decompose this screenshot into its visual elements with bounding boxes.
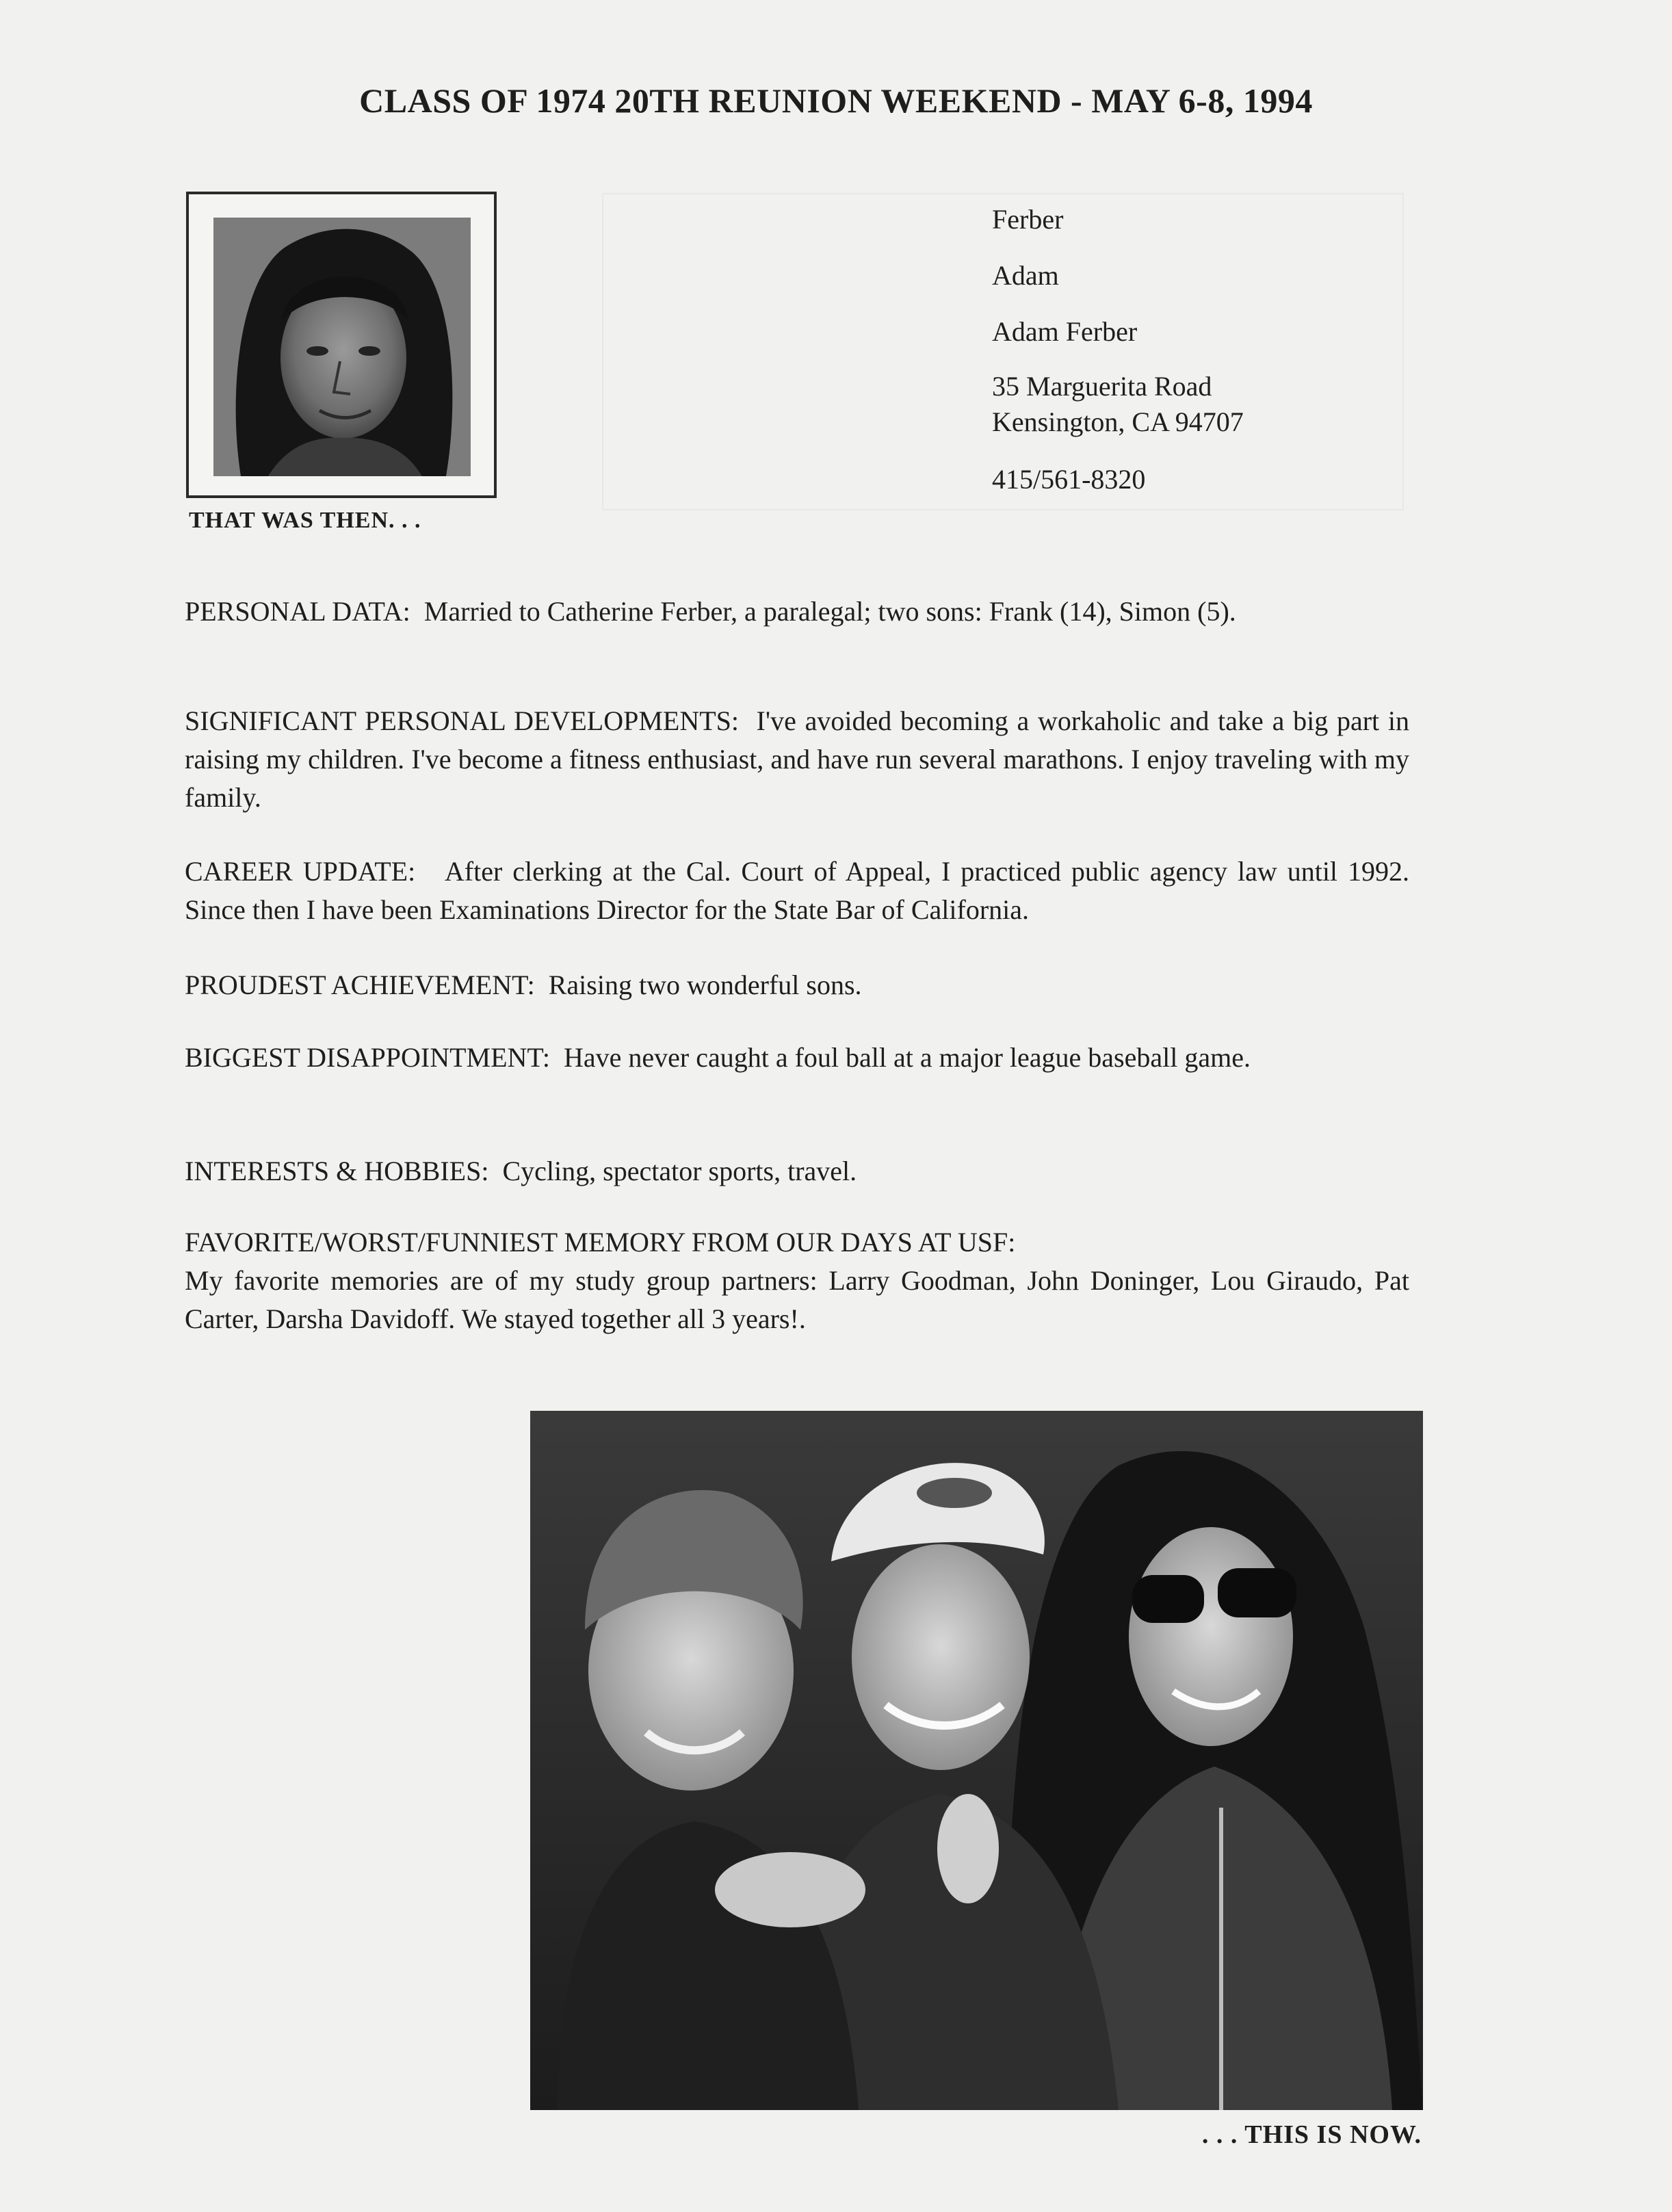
memory-label: FAVORITE/WORST/FUNNIEST MEMORY FROM OUR DAYS AT USF: xyxy=(185,1227,1016,1258)
achievement-label: PROUDEST ACHIEVEMENT: xyxy=(185,970,535,1000)
telephone-value: 415/561-8320 xyxy=(992,464,1146,495)
section-career-update xyxy=(185,853,1409,929)
personal-data-label: PERSONAL DATA: xyxy=(185,596,410,627)
section-personal-data xyxy=(185,593,1409,631)
career-text: After clerking at the Cal. Court of Appeal, I practiced public agency law until 1992. Since then I have been Examinations Director for the State Bar of California. xyxy=(185,856,1410,925)
then-caption: THAT WAS THEN. . . xyxy=(189,508,421,533)
achievement-text: Raising two wonderful sons. xyxy=(548,970,862,1000)
section-interests-hobbies xyxy=(185,1152,1409,1190)
interests-label: INTERESTS & HOBBIES: xyxy=(185,1156,489,1186)
page-title: CLASS OF 1974 20TH REUNION WEEKEND - MAY 6-8, 1994 xyxy=(359,81,1313,120)
address-line-1: 35 Marguerita Road xyxy=(992,371,1212,402)
section-personal-developments xyxy=(185,702,1409,817)
interests-text: Cycling, spectator sports, travel. xyxy=(502,1156,857,1186)
disappointment-text: Have never caught a foul ball at a major league baseball game. xyxy=(563,1042,1251,1073)
aka-now-value: Adam Ferber xyxy=(992,316,1138,347)
last-name-value: Ferber xyxy=(992,204,1064,235)
developments-text: I've avoided becoming a workaholic and take a big part in raising my children. I've become a fitness enthusiast, and have run several marathons. I enjoy traveling with my family. xyxy=(185,705,1410,813)
first-name-value: Adam xyxy=(992,260,1059,291)
now-family-photo xyxy=(530,1411,1423,2110)
disappointment-label: BIGGEST DISAPPOINTMENT: xyxy=(185,1042,550,1073)
section-biggest-disappointment xyxy=(185,1039,1409,1077)
address-line-2: Kensington, CA 94707 xyxy=(992,406,1244,437)
then-portrait-photo xyxy=(213,218,471,476)
developments-label: SIGNIFICANT PERSONAL DEVELOPMENTS: xyxy=(185,705,740,736)
memory-text: My favorite memories are of my study group partners: Larry Goodman, John Doninger, Lou Giraudo, Pat Carter, Darsha Davidoff. We stayed together all 3 years!. xyxy=(185,1265,1409,1334)
then-photo-frame xyxy=(186,192,497,498)
now-caption: . . . THIS IS NOW. xyxy=(1201,2120,1422,2149)
section-proudest-achievement xyxy=(185,966,1409,1004)
section-favorite-memory xyxy=(185,1223,1409,1338)
personal-data-text: Married to Catherine Ferber, a paralegal; two sons: Frank (14), Simon (5). xyxy=(423,596,1236,627)
career-label: CAREER UPDATE: xyxy=(185,856,416,887)
